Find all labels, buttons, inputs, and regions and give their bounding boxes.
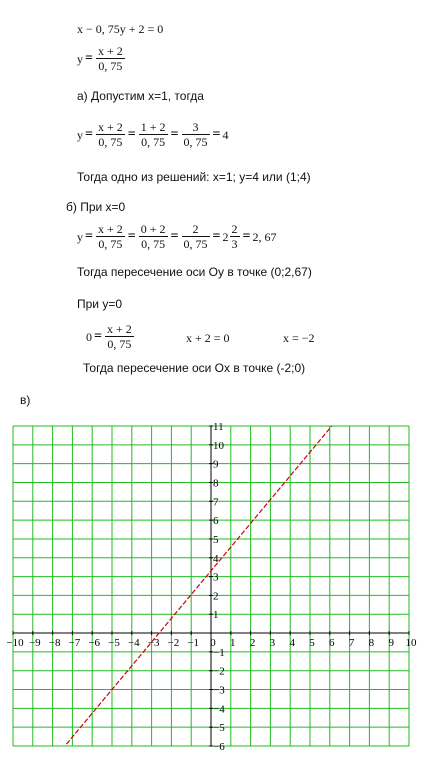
x-tick-label: −8 [48,637,61,650]
frac-numerator: 1 + 2 [140,120,166,134]
part-b-conclusion: Тогда пересечение оси Оу в точке (0;2,67) [77,265,312,279]
x-tick-label: 1 [230,637,236,650]
x-tick-label: −2 [167,637,180,650]
part-c-formula: 0 = $\frac{x + 2}{0, 75}$ [86,322,132,351]
frac-numerator: 0 + 2 [140,222,166,236]
x-tick-label: 6 [329,637,335,650]
x-tick-label: −4 [127,637,140,650]
frac-denominator: 0, 75 [183,237,208,251]
y-tick-label: 5 [213,533,219,546]
x-tick-label: −9 [28,637,41,650]
part-c-eq3: x = −2 [283,331,315,345]
part-b-result: 2, 67 [252,229,277,244]
part-b-formula: y = $\frac{x + 2}{0, 75}$ = $\frac{0 + 2}{0, 75}$ = $\frac{2}{0, 75}$ = 2 $\frac{2}{3}$ = 2, 67 [77,222,277,251]
x-tick-label: 9 [388,637,394,650]
plot [66,426,331,744]
part-v-label: в) [20,393,31,407]
y-variable: y [77,229,83,244]
frac-numerator: x + 2 [97,44,123,58]
y-variable: y [77,51,83,66]
frac-denominator: 0, 75 [141,237,166,251]
part-c-intro: При y=0 [77,297,123,311]
y-tick-label: −5 [213,722,225,735]
frac-numerator: 2 [231,222,238,236]
y-tick-label: 3 [213,571,219,584]
y-tick-label: 2 [213,590,219,603]
x-tick-label: −3 [147,637,160,650]
y-variable: y [77,127,83,142]
frac-numerator: x + 2 [97,120,123,134]
y-formula: y = $\frac{x + 2}{0, 75}$ [77,44,123,73]
x-tick-label: 4 [289,637,295,650]
main-equation: x − 0, 75y + 2 = 0 [77,22,164,36]
frac-denominator: 0, 75 [183,135,208,149]
x-tick-label: 8 [368,637,375,650]
part-a-result: 4 [222,127,229,142]
y-tick-label: −2 [213,665,225,678]
frac-denominator: 3 [231,237,238,251]
part-a-formula: y = $\frac{x + 2}{0, 75}$ = $\frac{1 + 2}{0, 75}$ = $\frac{3}{0, 75}$ = 4 [77,120,229,149]
frac-denominator: 0, 75 [98,237,123,251]
frac-denominator: 0, 75 [98,135,123,149]
frac-denominator: 0, 75 [98,59,123,73]
y-tick-label: −6 [213,741,225,753]
y-tick-label: −1 [213,646,225,659]
y-tick-label: 10 [213,439,224,452]
x-tick-label: 5 [309,637,315,650]
mixed-whole: 2 [222,229,229,244]
y-tick-label: 7 [213,496,219,509]
y-tick-label: −4 [213,703,225,716]
x-tick-label: −7 [68,637,81,650]
x-tick-label: −5 [108,637,120,650]
part-a-conclusion: Тогда одно из решений: x=1; y=4 или (1;4) [77,170,311,184]
series-line [66,426,331,744]
y-tick-label: 6 [213,515,219,528]
x-tick-label: −6 [88,637,101,650]
x-tick-label: −10 [6,637,24,650]
frac-numerator: x + 2 [97,222,123,236]
tick-labels [6,421,417,753]
part-c-conclusion: Тогда пересечение оси Ox в точке (-2;0) [83,361,306,375]
x-tick-label: 3 [269,637,276,650]
frac-numerator: x + 2 [106,322,132,336]
part-c-eq2: x + 2 = 0 [186,331,230,345]
y-tick-label: 1 [213,609,219,622]
x-tick-label: 10 [405,637,417,650]
y-tick-label: 4 [213,552,219,565]
frac-denominator: 0, 75 [107,337,132,351]
y-tick-label: −3 [213,684,225,697]
y-tick-label: 9 [213,458,219,471]
x-tick-label: 7 [348,637,355,650]
frac-numerator: 3 [182,120,210,135]
y-tick-label: 11 [213,421,224,433]
frac-denominator: 0, 75 [141,135,166,149]
x-tick-label: −1 [187,637,200,650]
coordinate-graph [0,420,427,765]
x-tick-label: 2 [249,637,256,650]
y-tick-label: 8 [213,477,219,490]
zero-value: 0 [86,329,92,344]
part-a-intro: а) Допустим x=1, тогда [77,89,204,103]
x-tick-label: 0 [210,637,216,650]
part-b-intro: б) При x=0 [66,200,126,214]
frac-numerator: 2 [182,222,210,237]
